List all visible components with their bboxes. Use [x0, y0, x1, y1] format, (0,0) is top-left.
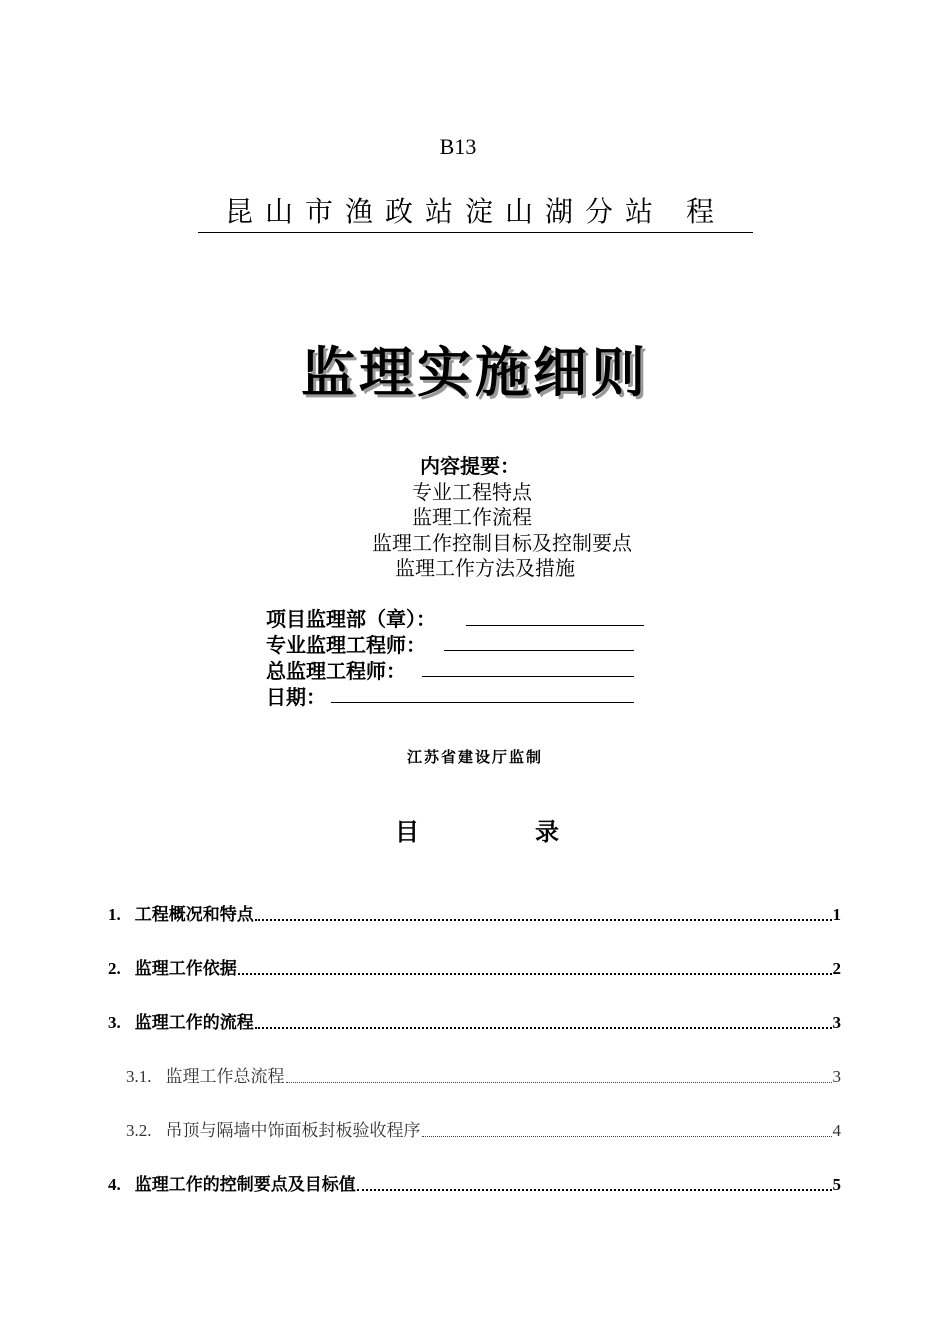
- chief-engineer-label: 总监理工程师：: [266, 659, 406, 683]
- toc-subentry[interactable]: [126, 1116, 841, 1141]
- toc-leader-dots: [255, 1010, 832, 1029]
- date-label: 日期：: [266, 685, 326, 709]
- toc-entry-text: 工程概况和特点: [134, 905, 254, 925]
- project-dept-line[interactable]: [466, 625, 644, 626]
- toc-entry-number: 4.: [108, 1175, 121, 1194]
- toc-entry[interactable]: [108, 900, 841, 925]
- toc-title-left: 目: [395, 818, 419, 846]
- toc-title-right: 录: [535, 818, 559, 846]
- toc-entry-text: 监理工作的流程: [134, 1013, 254, 1033]
- issuer: 江苏省建设厅监制: [406, 748, 543, 766]
- toc-entry-page: 3: [832, 1067, 841, 1086]
- toc-entry-text: 监理工作的控制要点及目标值: [134, 1175, 356, 1195]
- document-code: B13: [439, 134, 477, 159]
- toc-entry-page: 5: [832, 1175, 841, 1194]
- summary-label: 内容提要：: [420, 454, 520, 478]
- toc-entry-text: 监理工作依据: [134, 959, 237, 979]
- toc-entry[interactable]: [108, 1008, 841, 1033]
- toc-entry-number: 3.: [108, 1013, 121, 1032]
- toc-leader-dots: [357, 1172, 832, 1191]
- toc-entry-number: 2.: [108, 959, 121, 978]
- toc-entry-number: 1.: [108, 905, 121, 924]
- toc-leader-dots: [255, 902, 832, 921]
- summary-item: 监理工作控制目标及控制要点: [372, 531, 632, 555]
- specialist-engineer-line[interactable]: [444, 650, 634, 651]
- project-dept-label: 项目监理部（章）：: [266, 607, 436, 631]
- toc-entry-number: 3.1.: [126, 1067, 152, 1086]
- toc-subentry[interactable]: [126, 1062, 841, 1087]
- toc-entry-text: 监理工作总流程: [165, 1067, 285, 1087]
- toc-entry-number: 3.2.: [126, 1121, 152, 1140]
- toc-leader-dots: [286, 1065, 832, 1083]
- toc-entry-page: 1: [832, 905, 841, 924]
- toc-entry-page: 2: [832, 959, 841, 978]
- summary-item: 专业工程特点: [412, 480, 532, 504]
- summary-item: 监理工作流程: [412, 505, 532, 529]
- toc-leader-dots: [422, 1119, 832, 1137]
- toc-entry-page: 4: [832, 1121, 841, 1140]
- specialist-engineer-label: 专业监理工程师：: [266, 633, 426, 657]
- date-line[interactable]: [331, 702, 634, 703]
- toc-entry[interactable]: [108, 1170, 841, 1195]
- toc-entry-page: 3: [832, 1013, 841, 1032]
- toc-entry[interactable]: [108, 954, 841, 979]
- toc-leader-dots: [238, 956, 832, 975]
- document-title: 监理实施细则: [301, 341, 649, 404]
- summary-item: 监理工作方法及措施: [395, 556, 575, 580]
- project-name: 昆山市渔政站淀山湖分站 程: [198, 190, 753, 233]
- toc-entry-text: 吊顶与隔墙中饰面板封板验收程序: [165, 1121, 421, 1141]
- chief-engineer-line[interactable]: [422, 676, 634, 677]
